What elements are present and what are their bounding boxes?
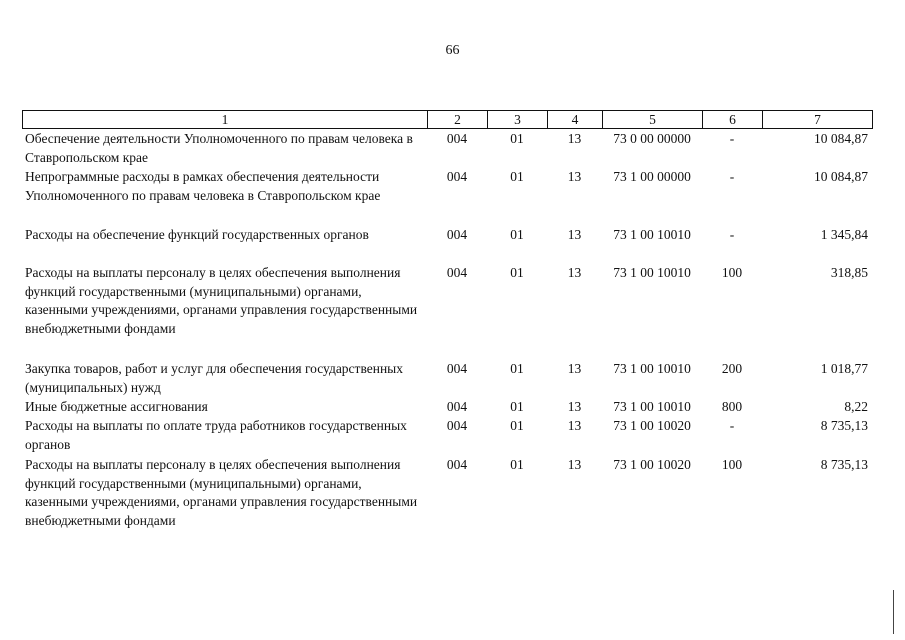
row-col7: 1 018,77 — [820, 361, 868, 376]
row-name: Закупка товаров, работ и услуг для обеспечения государственных (муниципальных) нужд — [25, 361, 404, 395]
row-name: Расходы на выплаты по оплате труда работников государственных органов — [25, 418, 407, 452]
row-col3: 01 — [510, 131, 524, 146]
row-col4: 13 — [567, 361, 582, 376]
header-col-3: 3 — [488, 111, 548, 129]
row-col4: 13 — [567, 169, 582, 184]
table-header — [22, 110, 873, 129]
row-col4: 13 — [567, 399, 582, 414]
row-col6: - — [729, 169, 735, 184]
header-col-6: 6 — [703, 111, 763, 129]
row-col4: 13 — [567, 418, 582, 433]
row-col4: 13 — [567, 227, 582, 242]
row-col7: 8 735,13 — [820, 457, 868, 472]
row-col6: 200 — [721, 361, 743, 376]
row-col5: 73 1 00 10010 — [613, 361, 691, 376]
row-name: Иные бюджетные ассигнования — [25, 399, 208, 414]
header-col-7: 7 — [763, 111, 873, 129]
row-col5: 73 0 00 00000 — [613, 131, 691, 146]
row-col3: 01 — [510, 361, 524, 376]
row-col6: - — [729, 227, 735, 242]
row-col2: 004 — [446, 169, 468, 184]
row-col7: 8 735,13 — [820, 418, 868, 433]
row-name: Обеспечение деятельности Уполномоченного по правам человека в Ставропольском крае — [25, 131, 413, 165]
header-col-1: 1 — [23, 111, 428, 129]
row-col5: 73 1 00 00000 — [613, 169, 691, 184]
row-col2: 004 — [446, 265, 468, 280]
row-col3: 01 — [510, 418, 524, 433]
row-name: Непрограммные расходы в рамках обеспечения деятельности Уполномоченного по правам человека в Ставропольском крае — [25, 169, 381, 203]
row-name: Расходы на выплаты персоналу в целях обеспечения выполнения функций государственными (муниципальными) органами, казенными учреждениями, органами управления государственными внебюджетными фондами — [25, 265, 418, 336]
row-col2: 004 — [446, 399, 468, 414]
header-col-5: 5 — [603, 111, 703, 129]
row-col3: 01 — [510, 265, 524, 280]
scan-edge-line — [893, 590, 894, 634]
row-col3: 01 — [510, 227, 524, 242]
row-col6: 100 — [721, 457, 743, 472]
row-col7: 1 345,84 — [820, 227, 868, 242]
row-col5: 73 1 00 10020 — [613, 457, 691, 472]
row-col5: 73 1 00 10010 — [613, 227, 691, 242]
row-col2: 004 — [446, 361, 468, 376]
row-col4: 13 — [567, 457, 582, 472]
row-col3: 01 — [510, 169, 524, 184]
row-col2: 004 — [446, 457, 468, 472]
row-col6: 800 — [721, 399, 743, 414]
row-col7: 10 084,87 — [814, 131, 868, 146]
row-col5: 73 1 00 10020 — [613, 418, 691, 433]
header-col-4: 4 — [548, 111, 603, 129]
row-col5: 73 1 00 10010 — [613, 265, 691, 280]
row-col6: - — [729, 418, 735, 433]
row-col7: 8,22 — [844, 399, 868, 414]
header-col-2: 2 — [428, 111, 488, 129]
row-col2: 004 — [446, 131, 468, 146]
row-col3: 01 — [510, 457, 524, 472]
row-name: Расходы на выплаты персоналу в целях обеспечения выполнения функций государственными (муниципальными) органами, казенными учреждениями, органами управления государственными внебюджетными фондами — [25, 457, 418, 528]
row-col7: 318,85 — [830, 265, 868, 280]
row-col5: 73 1 00 10010 — [613, 399, 691, 414]
row-col2: 004 — [446, 227, 468, 242]
row-col6: - — [729, 131, 735, 146]
row-col4: 13 — [567, 265, 582, 280]
row-col7: 10 084,87 — [814, 169, 868, 184]
row-col4: 13 — [567, 131, 582, 146]
row-col6: 100 — [721, 265, 743, 280]
page-number: 66 — [445, 43, 460, 58]
row-col3: 01 — [510, 399, 524, 414]
row-col2: 004 — [446, 418, 468, 433]
row-name: Расходы на обеспечение функций государственных органов — [25, 227, 369, 242]
